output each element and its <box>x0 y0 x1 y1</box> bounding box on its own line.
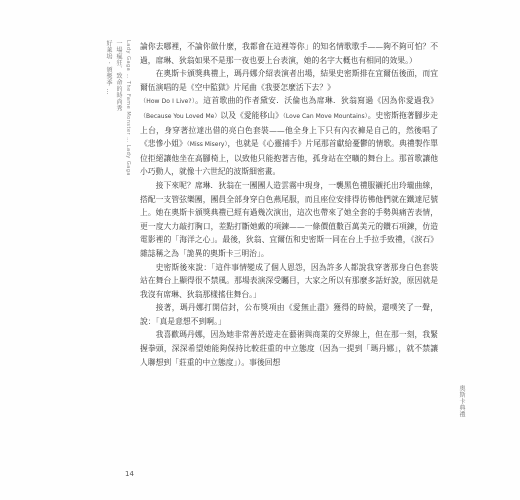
paragraph-text: 接下來呢？席琳．狄翁在一團團人造雲霧中現身，一襲黑色禮服襯托出玲瓏曲線，搭配一支管弦樂團，團員全部身穿白色燕尾服，而且座位安排得彷彿他們就在鐵達尼號上。她在奧斯卡頒獎典禮已經有過幾次演出，這次也帶來了她全套的手勢與痛苦表情，更一度大力敲打胸口，差點打斷她戴的項鍊——一條價值數百萬美元的鑽石項鍊，仿造電影裡的「海洋之心」。最後，狄翁、宜爾伍和史密斯一同在台上手拉手致禮，《淚石》雜誌稱之為「詭異的奧斯卡三明治」。 <box>140 180 438 258</box>
english-title: （Love Can Move Mountains） <box>282 112 368 120</box>
english-title: （How Do I Live?） <box>140 98 196 106</box>
paragraph-text: 在奧斯卡頒獎典禮上，瑪丹娜介紹表演者出場，結果史密斯排在宜爾伍後面，而宜爾伍演唱的是《空中監獄》片尾曲《我要怎麼活下去？》 <box>140 69 438 92</box>
side-chapter-label: 奧斯卡典禮 <box>458 385 465 418</box>
paragraph-7 <box>140 328 438 369</box>
english-title: （Miss Misery） <box>186 141 228 149</box>
paragraph-1 <box>140 40 438 67</box>
paragraph-5 <box>140 261 438 302</box>
paragraph-2 <box>140 67 438 94</box>
english-title: （Because You Loved Me） <box>140 112 221 120</box>
paragraph-text: 。史密斯拖著腳步走上台，身穿著拉達出借的亮白色套裝——他全身上下只有內衣褲是自己的，然後唱了《悲慘小姐》 <box>140 110 438 149</box>
paragraph-6 <box>140 301 438 328</box>
running-header-line1: 好萊塢 · 頒獎季 … <box>105 40 112 96</box>
paragraph-text: ，也就是《心靈捕手》片尾那首獻給憂鬱的情歌。典禮製作單位拒絕讓他坐在高腳椅上，以致他只能抱著吉他，孤身站在空曠的舞台上。那首歌讓他小巧動人，就像十六世紀的波斯細密畫。 <box>140 139 439 177</box>
running-header <box>104 40 131 176</box>
running-header-line2: 一場瘋狂、致命的時尚秀 <box>115 40 122 112</box>
paragraph-text: 以及《愛能移山》 <box>220 110 283 120</box>
paragraph-text: 。這首歌曲的作者黛安．沃倫也為席琳．狄翁寫過《因為你愛過我》 <box>195 96 439 106</box>
paragraph-4 <box>140 179 438 261</box>
paragraph-3 <box>140 94 438 179</box>
paragraph-text: 史密斯後來說：「這件事情變成了個人恩怨，因為許多人都說我穿著那身白色套裝站在舞台上顯得很不禁風。那場表演深受矚目，大家之所以有那麼多話好說，原因就是我沒有席琳、狄翁那樣搖住舞台。」 <box>140 262 438 299</box>
paragraph-text: 我喜歡瑪丹娜，因為她非常善於遊走在藝術與商業的交界線上，但在那一刻，我緊握拳頭，深深希望她能夠保持比較莊重的中立態度（因為一提到「瑪丹娜」，就不禁讓人聯想到「莊重的中立態度」）。事後回想 <box>140 330 438 367</box>
paragraph-text: 接著，瑪丹娜打開信封，公布獎項由《愛無止盡》獲得的時候，還噗笑了一聲，說：「真是意想不到啊。」 <box>140 303 438 326</box>
body-text <box>140 40 438 369</box>
paragraph-text: 論你去哪裡，不論你做什麼，我都會在這裡等你」的知名情歌歌手——夠不夠可怕？不過，席琳、狄翁如果不是那一夜也要上台表演，她的名字大概也有相同的效果。） <box>140 42 438 65</box>
running-header-line3: Lady Gaga … The Fame Monster … Lady Gaga <box>125 40 131 176</box>
page-number: 14 <box>125 470 134 478</box>
